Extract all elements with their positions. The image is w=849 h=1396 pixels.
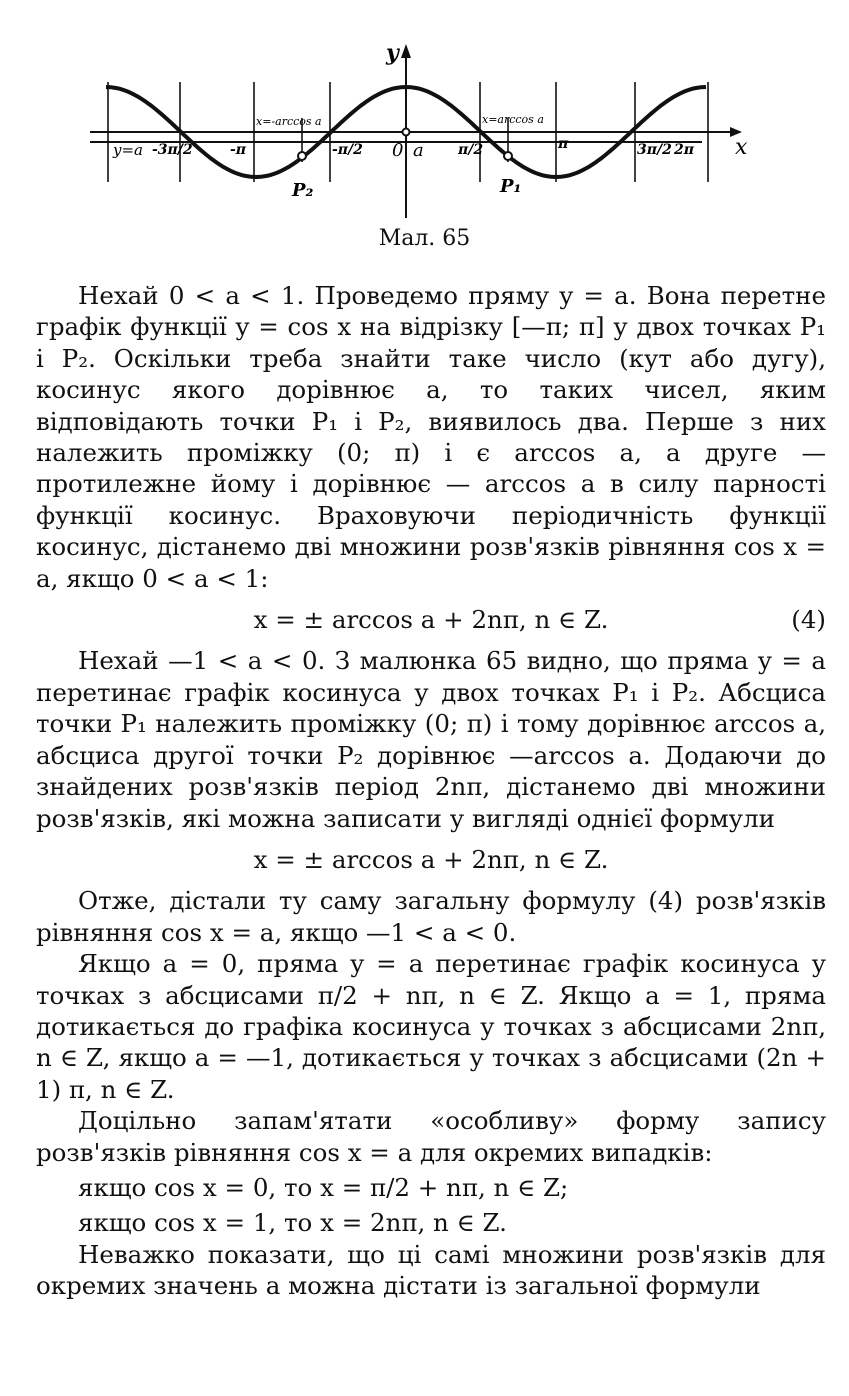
paragraph-5: Доцільно запам'ятати «особливу» форму запису розв'язків рівняння cos x = a для окремих випадків:: [36, 1106, 826, 1167]
cosine-graph: [80, 30, 780, 220]
tick-label-neg-pi: -π: [230, 142, 247, 158]
line-label: y=a: [113, 141, 143, 159]
left-arccos-label: x=-arccos a: [256, 115, 322, 128]
formula-4-expression: x = ± arccos a + 2nπ, n ∈ Z.: [253, 605, 609, 635]
tick-label-pi-2: π/2: [458, 142, 484, 158]
paragraph-6: Неважко показати, що ці самі множини розв'язків для окремих значень a можна дістати із загальної формули: [36, 1239, 826, 1301]
tick-label-pi: π: [558, 136, 569, 152]
tick-label-2pi: 2π: [674, 142, 694, 158]
point-p2-label: P₂: [292, 180, 314, 201]
special-case-2: якщо cos x = 1, то x = 2nπ, n ∈ Z.: [78, 1208, 507, 1238]
a-label: a: [413, 140, 424, 161]
x-axis-label: x: [735, 135, 748, 160]
body-text: [36, 280, 826, 1302]
special-case-1: якщо cos x = 0, то x = π/2 + nπ, n ∈ Z;: [78, 1172, 569, 1202]
right-arccos-label: x=arccos a: [482, 113, 544, 126]
paragraph-3: Отже, дістали ту саму загальну формулу (4) розв'язків рівняння cos x = a, якщо —1 < a < 0.: [36, 886, 826, 947]
tick-label-3pi-2: 3π/2: [637, 142, 672, 158]
tick-label-neg-3pi-2: -3π/2: [152, 142, 193, 158]
formula-4-number: (4): [791, 605, 826, 635]
paragraph-1: Нехай 0 < a < 1. Проведемо пряму y = a. Вона перетне графік функції y = cos x на відрізку [—π; π] у двох точках P₁ і P₂. Оскільки треба знайти таке число (кут або дугу), косинус якого дорівнює a, то таких чисел, яким відповідають точки P₁ і P₂, виявилось два. Перше з них належить проміжку (0; π) і є arccos a, а друге — протилежне йому і дорівнює — arccos a в силу парності функції косинус. Враховуючи періодичність функції косинус, дістанемо дві множини розв'язків рівняння cos x = a, якщо 0 < a < 1:: [36, 281, 826, 593]
paragraph-2: Нехай —1 < a < 0. З малюнка 65 видно, що пряма y = a перетинає графік косинуса у двох точках P₁ і P₂. Абсциса точки P₁ належить проміжку (0; π) і тому дорівнює arccos a, абсциса другої точки P₂ дорівнює —arccos a. Додаючи до знайдених розв'язків період 2nπ, дістанемо дві множини розв'язків, які можна записати у вигляді однієї формули: [36, 646, 826, 833]
formula-repeat: x = ± arccos a + 2nπ, n ∈ Z.: [253, 844, 609, 874]
point-p1-label: P₁: [500, 176, 522, 197]
formula-4: [36, 604, 826, 635]
y-axis-arrow: [401, 44, 411, 58]
figure-caption: Мал. 65: [378, 226, 471, 251]
tick-label-neg-pi-2: -π/2: [332, 142, 363, 158]
paragraph-4: Якщо a = 0, пряма y = a перетинає графік косинуса у точках з абсцисами π/2 + nπ, n ∈ Z. Якщо a = 1, пряма дотикається до графіка косинуса у точках з абсцисами 2nπ, n ∈ Z, якщо a = —1, дотикається у точках з абсцисами (2n + 1) π, n ∈ Z.: [36, 949, 826, 1104]
y-axis-label: y: [386, 40, 399, 66]
origin-label: 0: [392, 140, 404, 161]
